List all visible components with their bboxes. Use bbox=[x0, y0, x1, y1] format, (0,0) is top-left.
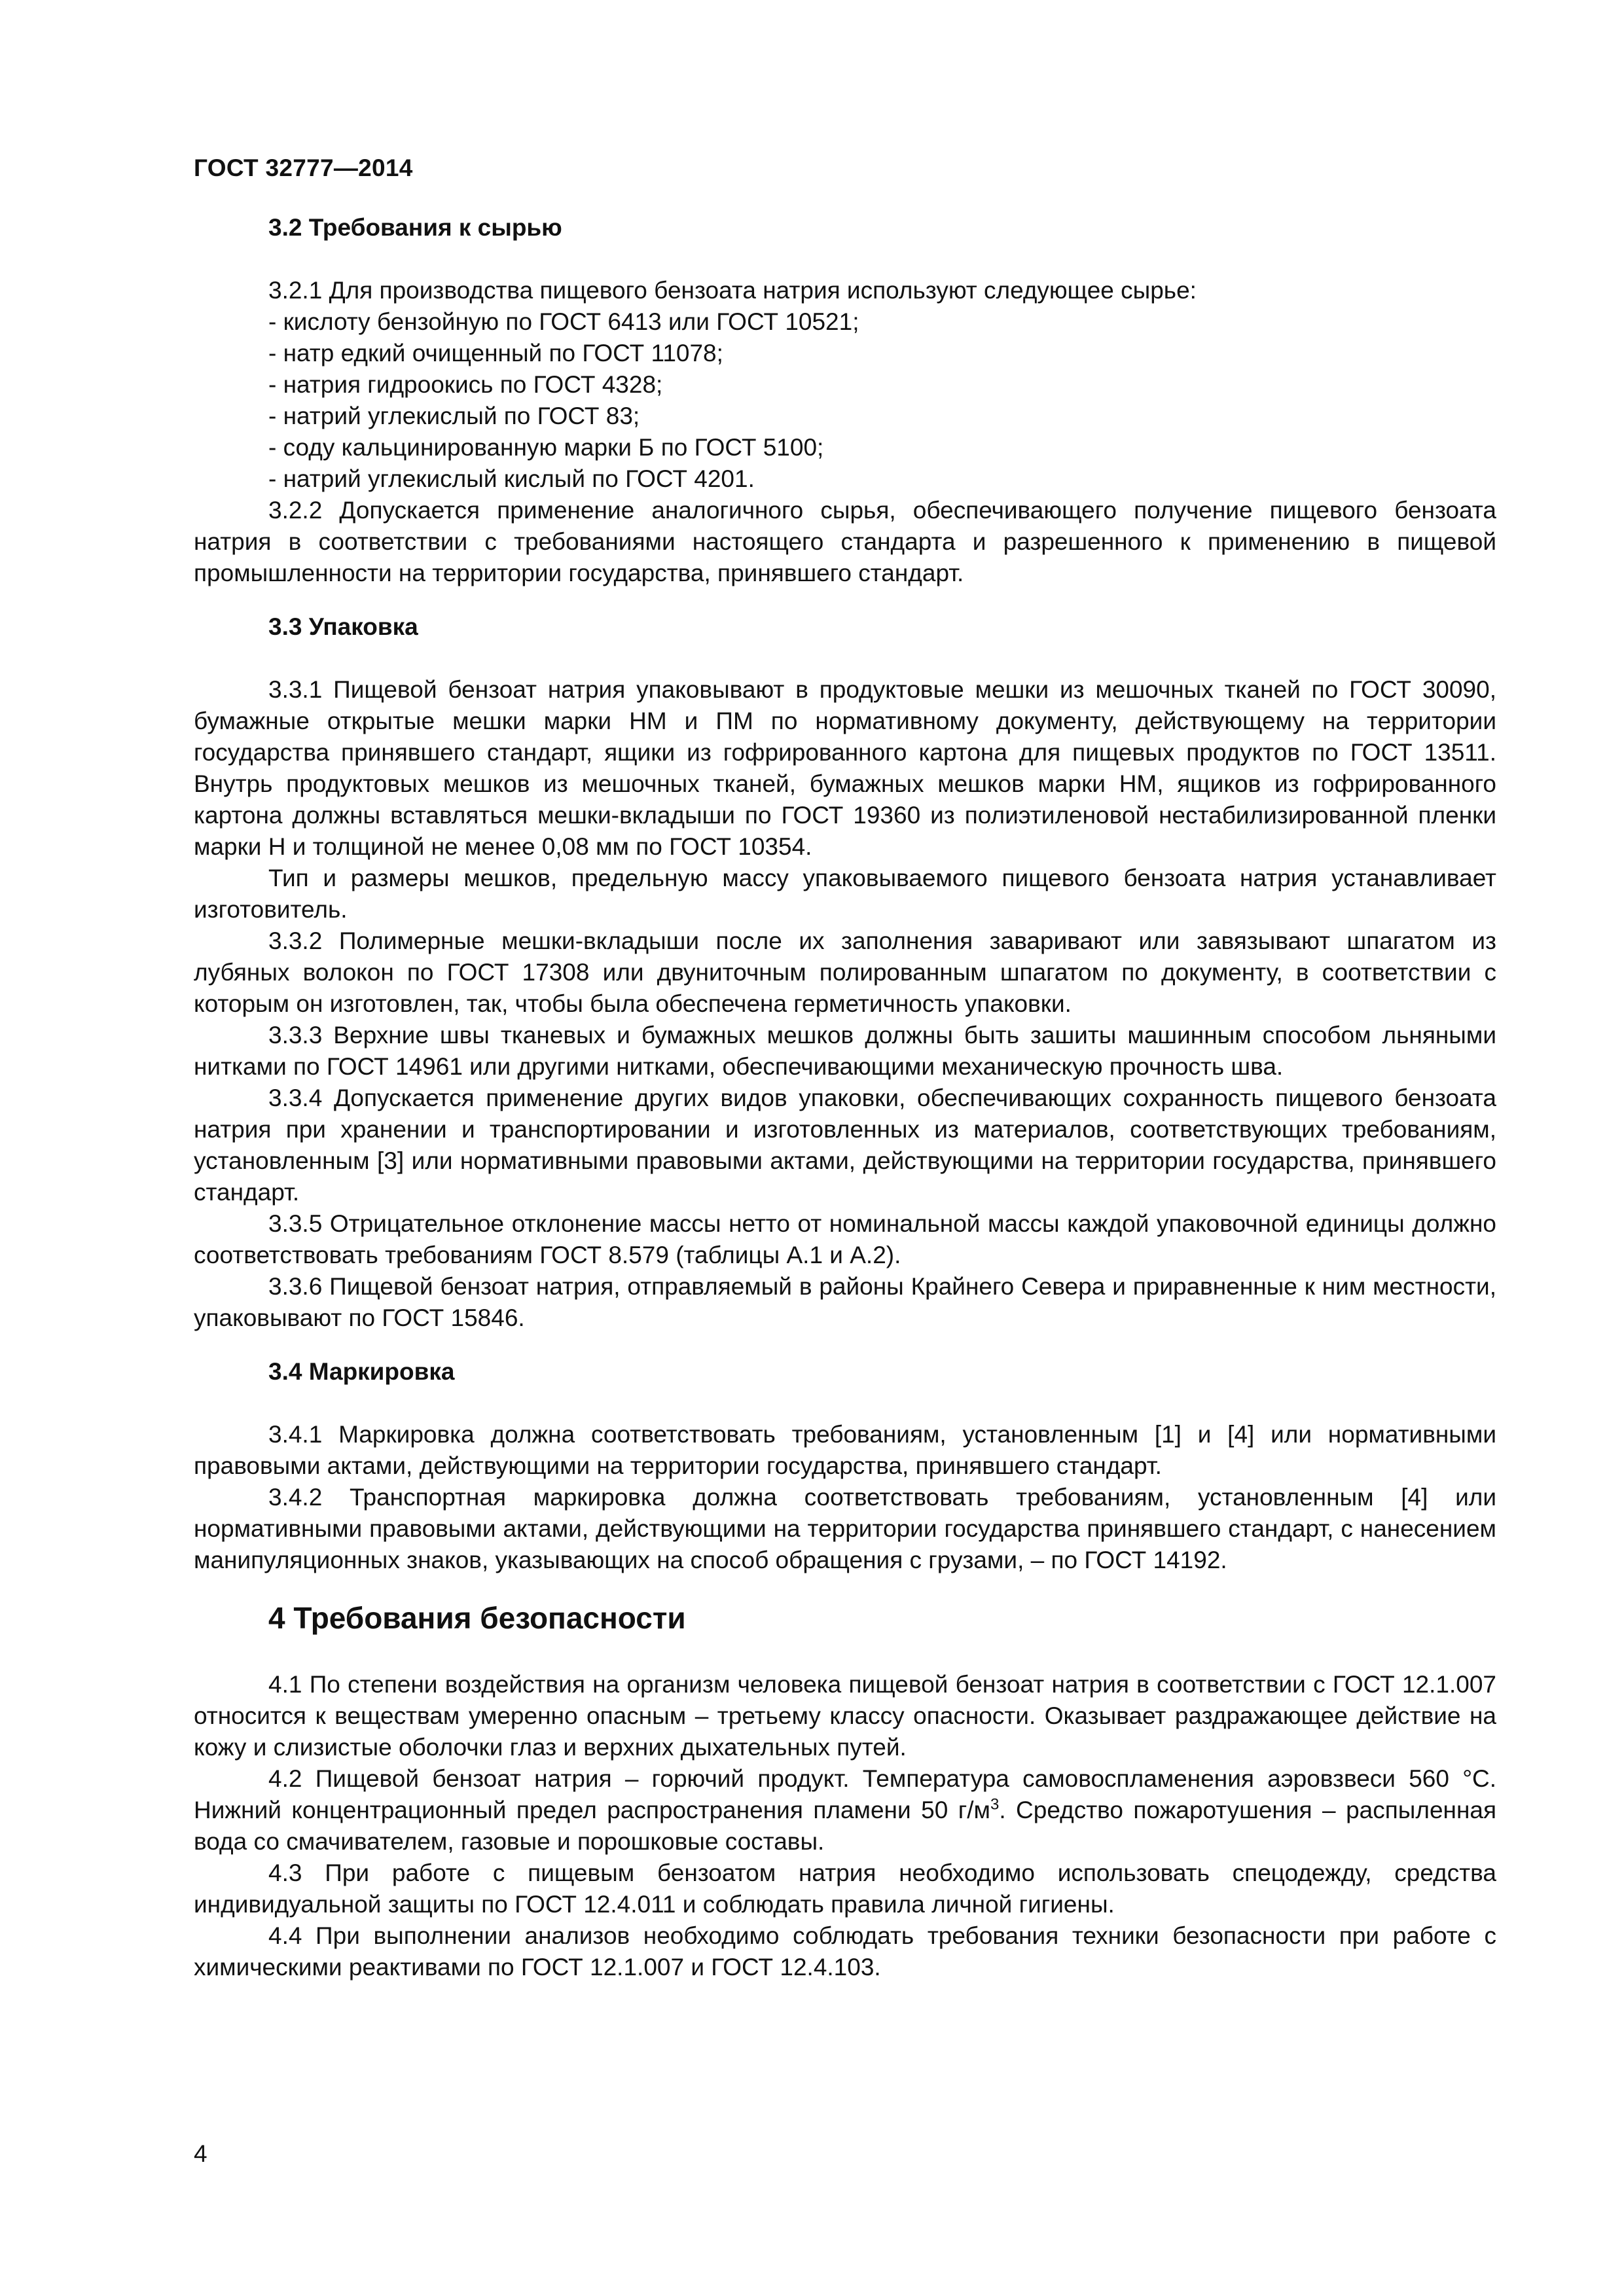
paragraph-4-2-text-end: . Средство пожаротушения – распыленная вода со смачивателем, газовые и порошковые составы. bbox=[194, 1797, 1497, 1855]
cubic-superscript: 3 bbox=[990, 1795, 1000, 1814]
paragraph-3-2-1: 3.2.1 Для производства пищевого бензоата натрия используют следующее сырье: bbox=[268, 277, 1197, 304]
paragraph-4-4: 4.4 При выполнении анализов необходимо соблюдать требования техники безопасности при работе с химическими реактивами по ГОСТ 12.1.007 и ГОСТ 12.4.103. bbox=[194, 1922, 1496, 1981]
paragraph-4-2 bbox=[194, 1763, 1496, 1857]
raw-material-item: - натрий углекислый по ГОСТ 83; bbox=[268, 403, 640, 429]
raw-material-item: - натрий углекислый кислый по ГОСТ 4201. bbox=[268, 465, 755, 492]
raw-material-item: - натрия гидроокись по ГОСТ 4328; bbox=[268, 371, 663, 398]
chapter-4-title: 4 Требования безопасности bbox=[268, 1601, 686, 1635]
paragraph-3-4-1: 3.4.1 Маркировка должна соответствовать требованиям, установленным [1] и [4] или нормативными правовыми актами, действующими на территории государства, принявшего стандарт. bbox=[194, 1421, 1496, 1479]
document-body bbox=[194, 212, 1496, 1983]
paragraph-3-3-2: 3.3.2 Полимерные мешки-вкладыши после их заполнения заваривают или завязывают шпагатом из лубяных волокон по ГОСТ 17308 или двуниточным полированным шпагатом по документу, в соответствии с которым он изготовлен, так, чтобы была обеспечена герметичность упаковки. bbox=[194, 927, 1496, 1017]
paragraph-3-3-4: 3.3.4 Допускается применение других видов упаковки, обеспечивающих сохранность пищевого бензоата натрия при хранении и транспортировании и изготовленных из материалов, соответствующих требованиям, установленным [3] или нормативными правовыми актами, действующими на территории государства, принявшего стандарт. bbox=[194, 1085, 1496, 1206]
paragraph-4-1: 4.1 По степени воздействия на организм человека пищевой бензоат натрия в соответствии с ГОСТ 12.1.007 относится к веществам умеренно опасным – третьему классу опасности. Оказывает раздражающее действие на кожу и слизистые оболочки глаз и верхних дыхательных путей. bbox=[194, 1671, 1496, 1761]
section-3-2-title: 3.2 Требования к сырью bbox=[268, 214, 562, 241]
paragraph-3-3-6: 3.3.6 Пищевой бензоат натрия, отправляемый в районы Крайнего Севера и приравненные к ним местности, упаковывают по ГОСТ 15846. bbox=[194, 1273, 1496, 1331]
paragraph-3-3-1-b: Тип и размеры мешков, предельную массу упаковываемого пищевого бензоата натрия устанавливает изготовитель. bbox=[194, 865, 1496, 923]
paragraph-4-3: 4.3 При работе с пищевым бензоатом натрия необходимо использовать спецодежду, средства индивидуальной защиты по ГОСТ 12.4.011 и соблюдать правила личной гигиены. bbox=[194, 1859, 1496, 1918]
raw-material-item: - натр едкий очищенный по ГОСТ 11078; bbox=[268, 340, 723, 367]
section-3-3-title: 3.3 Упаковка bbox=[268, 613, 418, 640]
paragraph-4-2-text: 4.2 Пищевой бензоат натрия – горючий продукт. Температура самовоспламенения аэровзвеси 560 °С. Нижний концентрационный предел распространения пламени 50 г/м bbox=[194, 1765, 1496, 1823]
document-code-header: ГОСТ 32777—2014 bbox=[194, 154, 413, 181]
paragraph-3-4-2: 3.4.2 Транспортная маркировка должна соответствовать требованиям, установленным [4] или нормативными правовыми актами, действующими на территории государства принявшего стандарт, с нанесением манипуляционных знаков, указывающих на способ обращения с грузами, – по ГОСТ 14192. bbox=[194, 1484, 1496, 1573]
raw-material-item: - кислоту бензойную по ГОСТ 6413 или ГОСТ 10521; bbox=[268, 308, 859, 335]
page-number: 4 bbox=[194, 2140, 208, 2167]
paragraph-3-3-1: 3.3.1 Пищевой бензоат натрия упаковывают в продуктовые мешки из мешочных тканей по ГОСТ 30090, бумажные открытые мешки марки НМ и ПМ по нормативному документу, действующему на территории государства принявшего стандарт, ящики из гофрированного картона для пищевых продуктов по ГОСТ 13511. Внутрь продуктовых мешков из мешочных тканей, бумажных мешков марки НМ, ящиков из гофрированного картона должны вставляться мешки-вкладыши по ГОСТ 19360 из полиэтиленовой нестабилизированной пленки марки Н и толщиной не менее 0,08 мм по ГОСТ 10354. bbox=[194, 676, 1496, 860]
paragraph-3-3-5: 3.3.5 Отрицательное отклонение массы нетто от номинальной массы каждой упаковочной единицы должно соответствовать требованиям ГОСТ 8.579 (таблицы А.1 и А.2). bbox=[194, 1210, 1496, 1268]
raw-material-item: - соду кальцинированную марки Б по ГОСТ 5100; bbox=[268, 434, 824, 461]
section-3-4-title: 3.4 Маркировка bbox=[268, 1358, 455, 1385]
paragraph-3-3-3: 3.3.3 Верхние швы тканевых и бумажных мешков должны быть зашиты машинным способом льняными нитками по ГОСТ 14961 или другими нитками, обеспечивающими механическую прочность шва. bbox=[194, 1022, 1496, 1080]
paragraph-3-2-2: 3.2.2 Допускается применение аналогичного сырья, обеспечивающего получение пищевого бензоата натрия в соответствии с требованиями настоящего стандарта и разрешенного к применению в пищевой промышленности на территории государства, принявшего стандарт. bbox=[194, 497, 1496, 586]
